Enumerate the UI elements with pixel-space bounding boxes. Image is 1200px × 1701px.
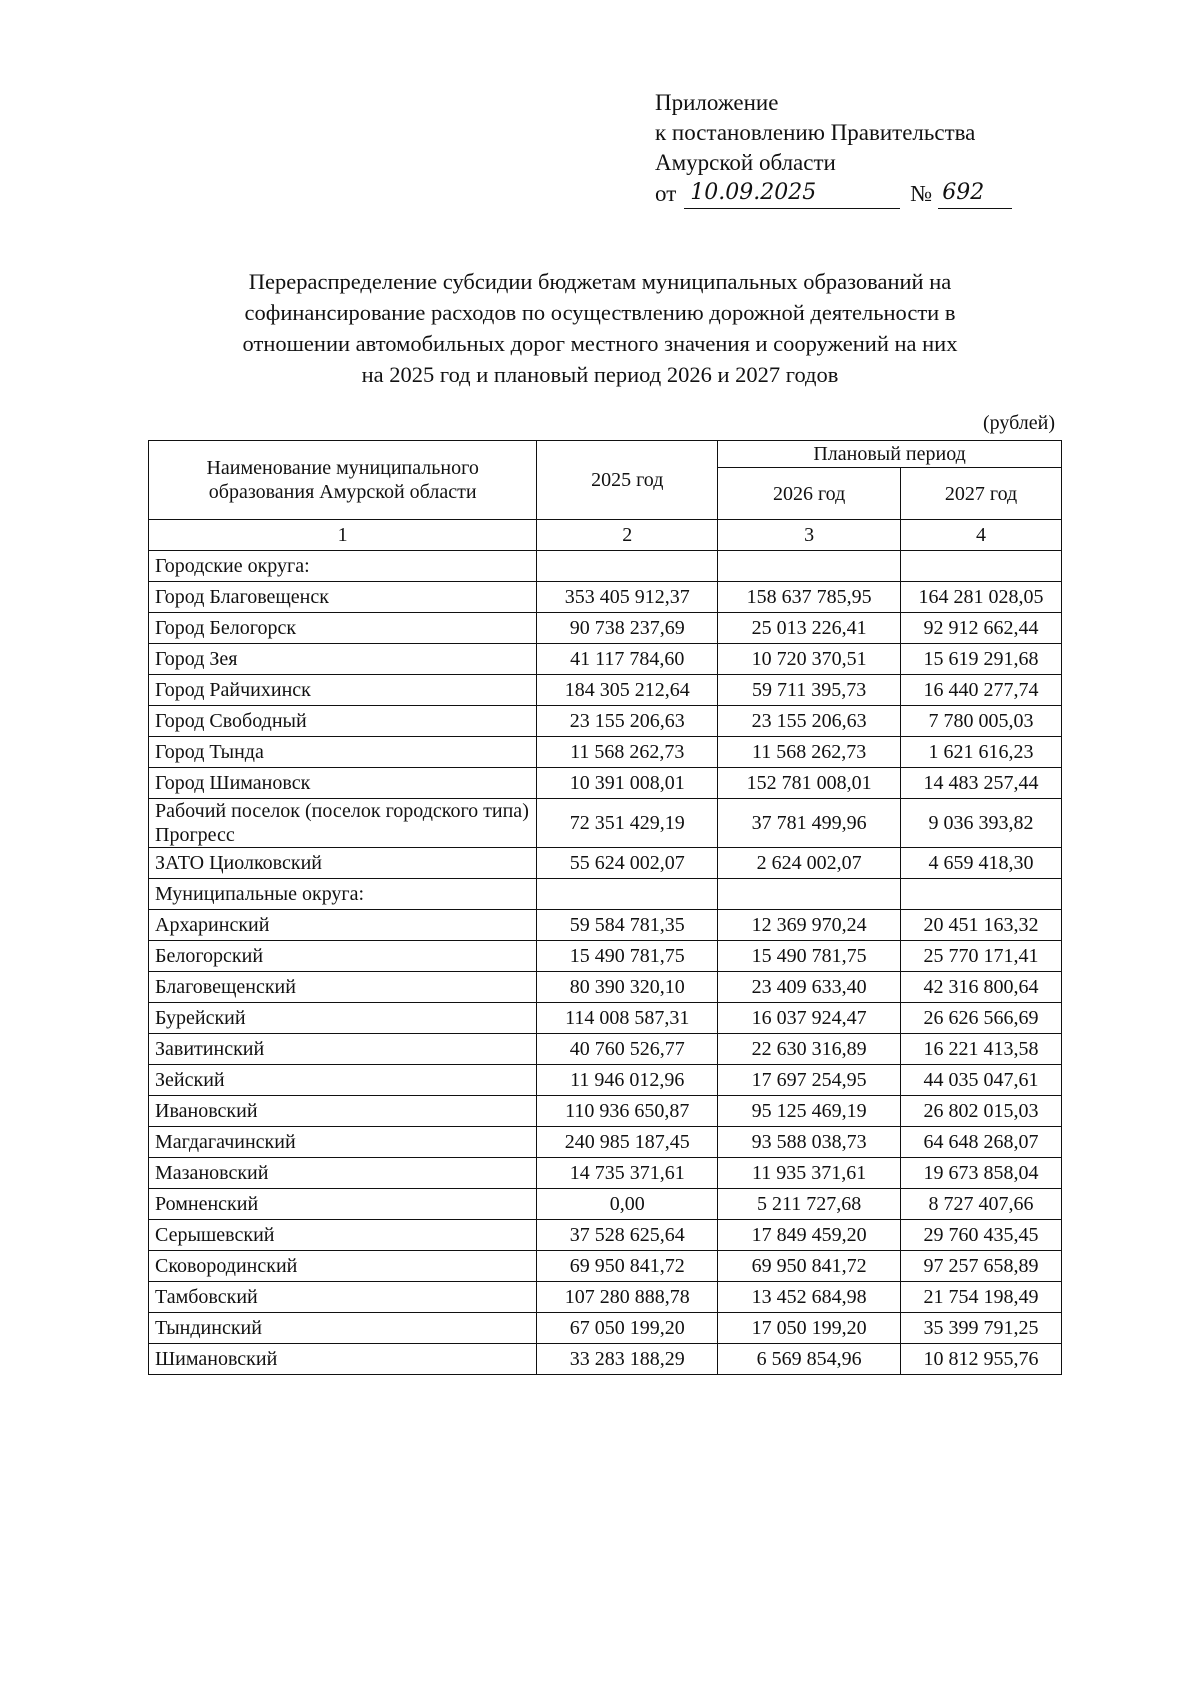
value-2027: 8 727 407,66 [901, 1189, 1062, 1220]
header-name: Наименование муниципального образования Амурской области [149, 441, 537, 520]
value-2025: 11 568 262,73 [537, 737, 718, 768]
value-2027: 15 619 291,68 [901, 644, 1062, 675]
municipality-name: ЗАТО Циолковский [149, 848, 537, 879]
value-2025: 11 946 012,96 [537, 1065, 718, 1096]
value-2026: 6 569 854,96 [718, 1344, 901, 1375]
table-row [149, 582, 1062, 613]
value-2027: 19 673 858,04 [901, 1158, 1062, 1189]
value-2027: 64 648 268,07 [901, 1127, 1062, 1158]
value-2025: 80 390 320,10 [537, 972, 718, 1003]
col-number: 1 [149, 520, 537, 551]
empty-cell [901, 551, 1062, 582]
value-2025: 37 528 625,64 [537, 1220, 718, 1251]
section-title: Городские округа: [149, 551, 537, 582]
value-2026: 15 490 781,75 [718, 941, 901, 972]
header-2027: 2027 год [901, 468, 1062, 520]
section-row [149, 879, 1062, 910]
municipality-name: Город Шимановск [149, 768, 537, 799]
table-row [149, 1096, 1062, 1127]
table-row [149, 675, 1062, 706]
value-2027: 7 780 005,03 [901, 706, 1062, 737]
value-2026: 59 711 395,73 [718, 675, 901, 706]
municipality-name: Архаринский [149, 910, 537, 941]
value-2026: 11 935 371,61 [718, 1158, 901, 1189]
value-2026: 16 037 924,47 [718, 1003, 901, 1034]
unit-label: (рублей) [982, 412, 1055, 434]
col-number: 4 [901, 520, 1062, 551]
empty-cell [537, 551, 718, 582]
table-row [149, 1189, 1062, 1220]
municipality-name: Шимановский [149, 1344, 537, 1375]
municipality-name: Ивановский [149, 1096, 537, 1127]
value-2026: 17 697 254,95 [718, 1065, 901, 1096]
handwritten-date: 10.09.2025 [684, 178, 900, 209]
table-row [149, 1065, 1062, 1096]
number-prefix: № [910, 181, 933, 206]
document-title [140, 266, 1060, 390]
value-2026: 17 849 459,20 [718, 1220, 901, 1251]
table-row [149, 644, 1062, 675]
value-2025: 59 584 781,35 [537, 910, 718, 941]
empty-cell [718, 879, 901, 910]
value-2027: 44 035 047,61 [901, 1065, 1062, 1096]
value-2027: 10 812 955,76 [901, 1344, 1062, 1375]
table-row [149, 848, 1062, 879]
value-2025: 10 391 008,01 [537, 768, 718, 799]
table-row [149, 737, 1062, 768]
value-2027: 16 440 277,74 [901, 675, 1062, 706]
value-2027: 164 281 028,05 [901, 582, 1062, 613]
title-line: софинансирование расходов по осуществлению дорожной деятельности в [244, 300, 956, 325]
section-title: Муниципальные округа: [149, 879, 537, 910]
value-2025: 0,00 [537, 1189, 718, 1220]
table-row [149, 1034, 1062, 1065]
value-2027: 42 316 800,64 [901, 972, 1062, 1003]
col-number: 3 [718, 520, 901, 551]
table-row [149, 910, 1062, 941]
section-row [149, 551, 1062, 582]
title-line: отношении автомобильных дорог местного значения и сооружений на них [242, 331, 958, 356]
municipality-name: Город Тында [149, 737, 537, 768]
value-2027: 25 770 171,41 [901, 941, 1062, 972]
title-line: Перераспределение субсидии бюджетам муниципальных образований на [248, 269, 952, 294]
table-row [149, 613, 1062, 644]
value-2026: 17 050 199,20 [718, 1313, 901, 1344]
value-2026: 93 588 038,73 [718, 1127, 901, 1158]
value-2025: 33 283 188,29 [537, 1344, 718, 1375]
header-planned-period: Плановый период [718, 441, 1062, 468]
value-2026: 2 624 002,07 [718, 848, 901, 879]
value-2025: 14 735 371,61 [537, 1158, 718, 1189]
value-2025: 90 738 237,69 [537, 613, 718, 644]
table-row [149, 1158, 1062, 1189]
value-2025: 40 760 526,77 [537, 1034, 718, 1065]
value-2026: 22 630 316,89 [718, 1034, 901, 1065]
municipality-name: Зейский [149, 1065, 537, 1096]
value-2026: 95 125 469,19 [718, 1096, 901, 1127]
value-2025: 67 050 199,20 [537, 1313, 718, 1344]
appendix-header [655, 88, 1012, 209]
value-2026: 23 155 206,63 [718, 706, 901, 737]
municipality-name: Ромненский [149, 1189, 537, 1220]
municipality-name: Белогорский [149, 941, 537, 972]
value-2026: 69 950 841,72 [718, 1251, 901, 1282]
handwritten-number: 692 [938, 178, 1012, 209]
table-row [149, 799, 1062, 848]
title-line: на 2025 год и плановый период 2026 и 2027 годов [361, 362, 839, 387]
appendix-line: Приложение [655, 90, 779, 115]
value-2027: 4 659 418,30 [901, 848, 1062, 879]
value-2025: 184 305 212,64 [537, 675, 718, 706]
header-2026: 2026 год [718, 468, 901, 520]
value-2026: 158 637 785,95 [718, 582, 901, 613]
value-2026: 13 452 684,98 [718, 1282, 901, 1313]
appendix-line: Амурской области [655, 150, 836, 175]
value-2026: 37 781 499,96 [718, 799, 901, 848]
date-prefix: от [655, 181, 677, 206]
value-2026: 23 409 633,40 [718, 972, 901, 1003]
municipality-name: Рабочий поселок (поселок городского типа) Прогресс [149, 799, 537, 848]
value-2027: 97 257 658,89 [901, 1251, 1062, 1282]
value-2027: 16 221 413,58 [901, 1034, 1062, 1065]
value-2027: 26 802 015,03 [901, 1096, 1062, 1127]
value-2026: 5 211 727,68 [718, 1189, 901, 1220]
value-2027: 29 760 435,45 [901, 1220, 1062, 1251]
value-2026: 152 781 008,01 [718, 768, 901, 799]
col-number: 2 [537, 520, 718, 551]
decree-reference [655, 178, 1012, 209]
table-row [149, 1251, 1062, 1282]
value-2026: 25 013 226,41 [718, 613, 901, 644]
appendix-line: к постановлению Правительства [655, 120, 976, 145]
value-2026: 12 369 970,24 [718, 910, 901, 941]
value-2025: 72 351 429,19 [537, 799, 718, 848]
table-row [149, 706, 1062, 737]
value-2027: 35 399 791,25 [901, 1313, 1062, 1344]
table-row [149, 1344, 1062, 1375]
table-row [149, 1127, 1062, 1158]
empty-cell [901, 879, 1062, 910]
value-2025: 110 936 650,87 [537, 1096, 718, 1127]
municipality-name: Город Белогорск [149, 613, 537, 644]
municipality-name: Серышевский [149, 1220, 537, 1251]
municipality-name: Город Зея [149, 644, 537, 675]
municipality-name: Магдагачинский [149, 1127, 537, 1158]
value-2027: 20 451 163,32 [901, 910, 1062, 941]
municipality-name: Мазановский [149, 1158, 537, 1189]
table-row [149, 972, 1062, 1003]
municipality-name: Тындинский [149, 1313, 537, 1344]
value-2027: 26 626 566,69 [901, 1003, 1062, 1034]
value-2027: 92 912 662,44 [901, 613, 1062, 644]
value-2025: 23 155 206,63 [537, 706, 718, 737]
table-row [149, 1313, 1062, 1344]
value-2026: 10 720 370,51 [718, 644, 901, 675]
value-2027: 21 754 198,49 [901, 1282, 1062, 1313]
municipality-name: Благовещенский [149, 972, 537, 1003]
value-2025: 15 490 781,75 [537, 941, 718, 972]
table-row [149, 1220, 1062, 1251]
municipality-name: Город Райчихинск [149, 675, 537, 706]
value-2025: 41 117 784,60 [537, 644, 718, 675]
value-2027: 1 621 616,23 [901, 737, 1062, 768]
value-2025: 114 008 587,31 [537, 1003, 718, 1034]
table-body [149, 551, 1062, 1375]
table-row [149, 1282, 1062, 1313]
municipality-name: Сковородинский [149, 1251, 537, 1282]
value-2025: 107 280 888,78 [537, 1282, 718, 1313]
municipality-name: Завитинский [149, 1034, 537, 1065]
empty-cell [718, 551, 901, 582]
table-row [149, 941, 1062, 972]
subsidy-table [148, 440, 1062, 1375]
value-2026: 11 568 262,73 [718, 737, 901, 768]
table-row [149, 1003, 1062, 1034]
value-2025: 240 985 187,45 [537, 1127, 718, 1158]
value-2025: 69 950 841,72 [537, 1251, 718, 1282]
empty-cell [537, 879, 718, 910]
value-2027: 9 036 393,82 [901, 799, 1062, 848]
table-row [149, 768, 1062, 799]
value-2025: 353 405 912,37 [537, 582, 718, 613]
municipality-name: Тамбовский [149, 1282, 537, 1313]
value-2025: 55 624 002,07 [537, 848, 718, 879]
header-2025: 2025 год [537, 441, 718, 520]
municipality-name: Город Благовещенск [149, 582, 537, 613]
municipality-name: Бурейский [149, 1003, 537, 1034]
municipality-name: Город Свободный [149, 706, 537, 737]
value-2027: 14 483 257,44 [901, 768, 1062, 799]
